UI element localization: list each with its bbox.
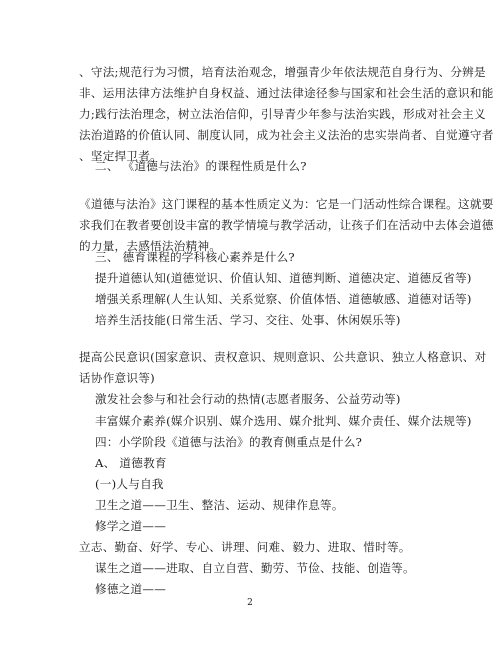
section-heading: 四：小学阶段《道德与法治》的教育侧重点是什么? bbox=[95, 435, 363, 449]
body-text-line: 修学之道—— bbox=[95, 519, 167, 533]
page-number: 2 bbox=[247, 598, 253, 608]
body-text-line: 力;践行法治理念，树立法治信仰，引导青少年参与法治实践，形成对社会主义 bbox=[79, 107, 486, 121]
body-text-line: 提升道德认知(道德觉识、价值认知、道德判断、道德决定、道德反省等) bbox=[95, 271, 472, 285]
body-text-line: 求我们在教者要创设丰富的教学情境与教学活动，让孩子们在活动中去体会道德 bbox=[79, 218, 494, 232]
body-text-line: 的力量，去感悟法治精神。 bbox=[79, 239, 222, 253]
body-text-line: 非、运用法律方法维护自身权益、通过法律途径参与国家和社会生活的意识和能 bbox=[79, 86, 494, 100]
body-text-line: 《道德与法治》这门课程的基本性质定义为：它是一门活动性综合课程。这就要 bbox=[79, 197, 494, 211]
body-text-line: 话协作意识等) bbox=[79, 371, 155, 385]
body-text-line: 法治道路的价值认同、制度认同，成为社会主义法治的忠实崇尚者、自觉遵守者 bbox=[79, 128, 494, 142]
body-text-line: 修德之道—— bbox=[95, 582, 167, 596]
body-text-line: 谋生之道——进取、自立自营、勤劳、节俭、技能、创造等。 bbox=[95, 561, 415, 575]
section-heading: 二、 《道德与法治》的课程性质是什么? bbox=[95, 159, 307, 173]
body-text-line: 增强关系理解(人生认知、关系觉察、价值体悟、道德敏感、道德对话等) bbox=[95, 292, 472, 306]
subsection-heading: (一)人与自我 bbox=[95, 477, 164, 491]
body-text-line: 提高公民意识(国家意识、责权意识、规则意识、公共意识、独立人格意识、对 bbox=[79, 350, 487, 364]
body-text-line: 立志、勤奋、好学、专心、讲理、问难、毅力、进取、惜时等。 bbox=[79, 540, 411, 554]
body-text-line: 培养生活技能(日常生活、学习、交往、处事、休闲娱乐等) bbox=[95, 313, 401, 327]
body-text-line: 丰富媒介素养(媒介识别、媒介选用、媒介批判、媒介责任、媒介法规等) bbox=[95, 414, 472, 428]
body-text-line: 激发社会参与和社会行动的热情(志愿者服务、公益劳动等) bbox=[95, 392, 401, 406]
body-text-line: 、守法;规范行为习惯，培育法治观念，增强青少年依法规范自身行为、分辨是 bbox=[79, 65, 486, 79]
subsection-heading: A、 道德教育 bbox=[95, 456, 167, 470]
section-heading: 三、 德育课程的学科核心素养是什么? bbox=[95, 250, 295, 264]
body-text-line: 卫生之道——卫生、整洁、运动、规律作息等。 bbox=[95, 498, 344, 512]
body-text-line: 、坚定捍卫者。 bbox=[79, 149, 162, 163]
